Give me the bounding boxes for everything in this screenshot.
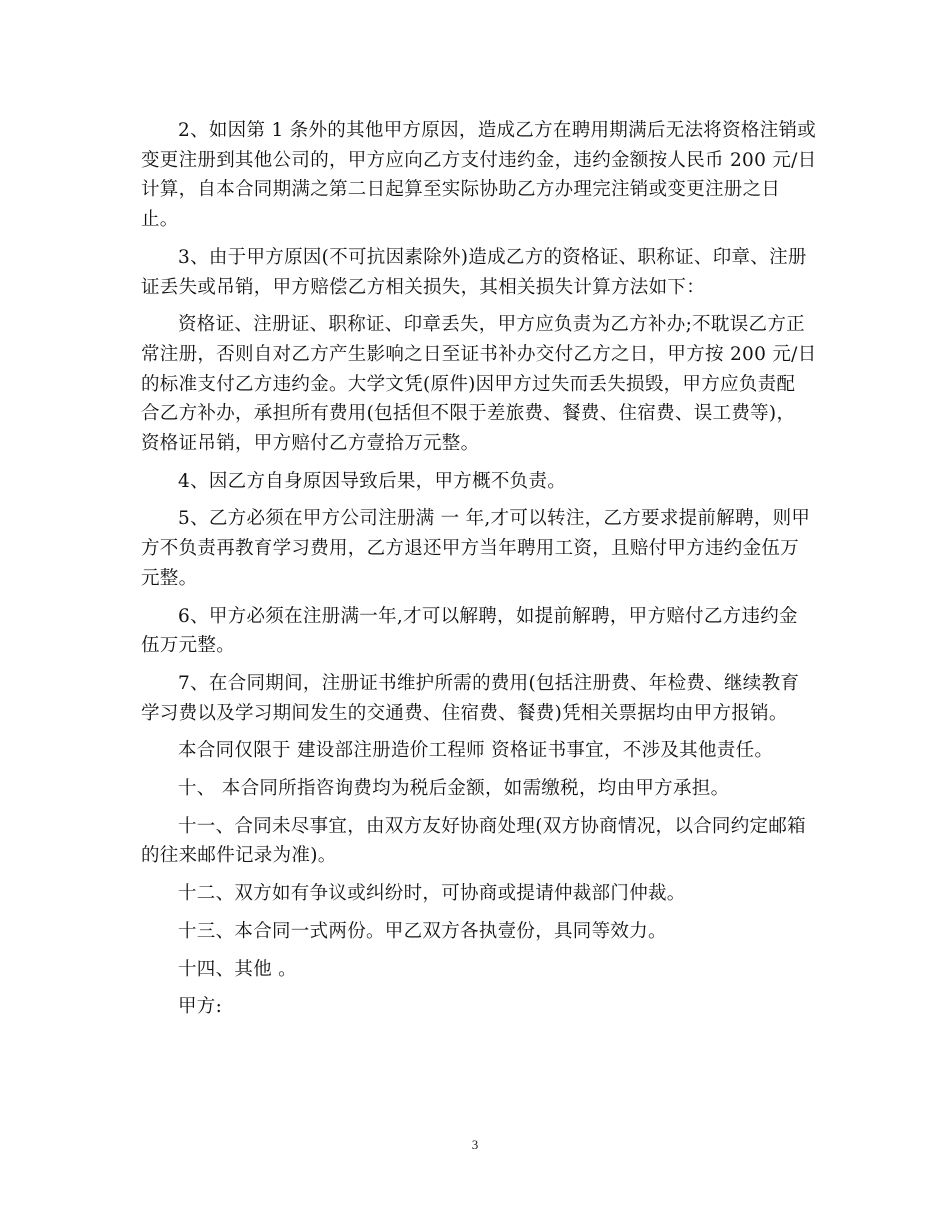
- text-line: 方不负责再教育学习费用，乙方退还甲方当年聘用工资，且赔付甲方违约金伍万: [141, 538, 800, 560]
- text-line: 4、因乙方自身原因导致后果，甲方概不负责。: [178, 470, 567, 492]
- text-line: 的标准支付乙方违约金。大学文凭(原件)因甲方过失而丢失损毁，甲方应负责配: [141, 373, 796, 395]
- clause-3: [141, 243, 811, 302]
- party-a-signature-label: [141, 992, 811, 1022]
- article-14: [141, 955, 811, 985]
- text-line: 资格证吊销，甲方赔付乙方壹拾万元整。: [141, 433, 480, 455]
- scope-statement: [141, 736, 811, 766]
- clause-7: [141, 669, 811, 728]
- clause-4: [141, 467, 811, 497]
- text-line: 变更注册到其他公司的，甲方应向乙方支付违约金，违约金额按人民币 200 元/日: [141, 149, 817, 171]
- text-line: 合乙方补办，承担所有费用(包括但不限于差旅费、餐费、住宿费、误工费等)，: [141, 403, 796, 425]
- text-line: 5、乙方必须在甲方公司注册满 一 年,才可以转注，乙方要求提前解聘，则甲: [178, 508, 811, 530]
- text-line: 本合同仅限于 建设部注册造价工程师 资格证书事宜，不涉及其他责任。: [178, 740, 774, 762]
- text-line: 学习费以及学习期间发生的交通费、住宿费、餐费)凭相关票据均由甲方报销。: [141, 702, 788, 724]
- text-line: 证丢失或吊销，甲方赔偿乙方相关损失，其相关损失计算方法如下：: [141, 276, 706, 298]
- article-12: [141, 879, 811, 909]
- text-line: 6、甲方必须在注册满一年,才可以解聘，如提前解聘，甲方赔付乙方违约金: [178, 605, 798, 627]
- article-13: [141, 917, 811, 947]
- article-11: [141, 812, 811, 871]
- clause-5: [141, 504, 811, 593]
- text-line: 计算，自本合同期满之第二日起算至实际协助乙方办理完注销或变更注册之日: [141, 179, 781, 201]
- text-line: 甲方:: [178, 996, 223, 1018]
- text-line: 的往来邮件记录为准)。: [141, 845, 337, 867]
- text-line: 十、 本合同所指咨询费均为税后金额，如需缴税，均由甲方承担。: [178, 778, 730, 800]
- clause-3-detail: [141, 310, 817, 459]
- text-line: 资格证、注册证、职称证、印章丢失，甲方应负责为乙方补办;不耽误乙方正: [178, 314, 805, 336]
- text-line: 伍万元整。: [141, 635, 236, 657]
- text-line: 止。: [141, 209, 179, 231]
- text-line: 十二、双方如有争议或纠纷时，可协商或提请仲裁部门仲裁。: [178, 883, 686, 905]
- text-line: 7、在合同期间，注册证书维护所需的费用(包括注册费、年检费、继续教育: [178, 672, 800, 694]
- text-line: 元整。: [141, 567, 198, 589]
- text-line: 常注册，否则自对乙方产生影响之日至证书补办交付乙方之日，甲方按 200 元/日: [141, 343, 817, 365]
- text-line: 十四、其他 。: [178, 958, 297, 980]
- text-line: 3、由于甲方原因(不可抗因素除外)造成乙方的资格证、职称证、印章、注册: [178, 246, 807, 268]
- text-line: 十三、本合同一式两份。甲乙双方各执壹份，具同等效力。: [178, 920, 667, 942]
- clause-2: [141, 116, 817, 235]
- text-line: 2、如因第 1 条外的其他甲方原因，造成乙方在聘用期满后无法将资格注销或: [178, 120, 817, 141]
- page-number: 3: [471, 1137, 479, 1152]
- clause-6: [141, 602, 811, 661]
- text-line: 十一、合同未尽事宜，由双方友好协商处理(双方协商情况，以合同约定邮箱: [178, 815, 806, 837]
- contract-body: [141, 116, 817, 1022]
- article-10: [141, 774, 811, 804]
